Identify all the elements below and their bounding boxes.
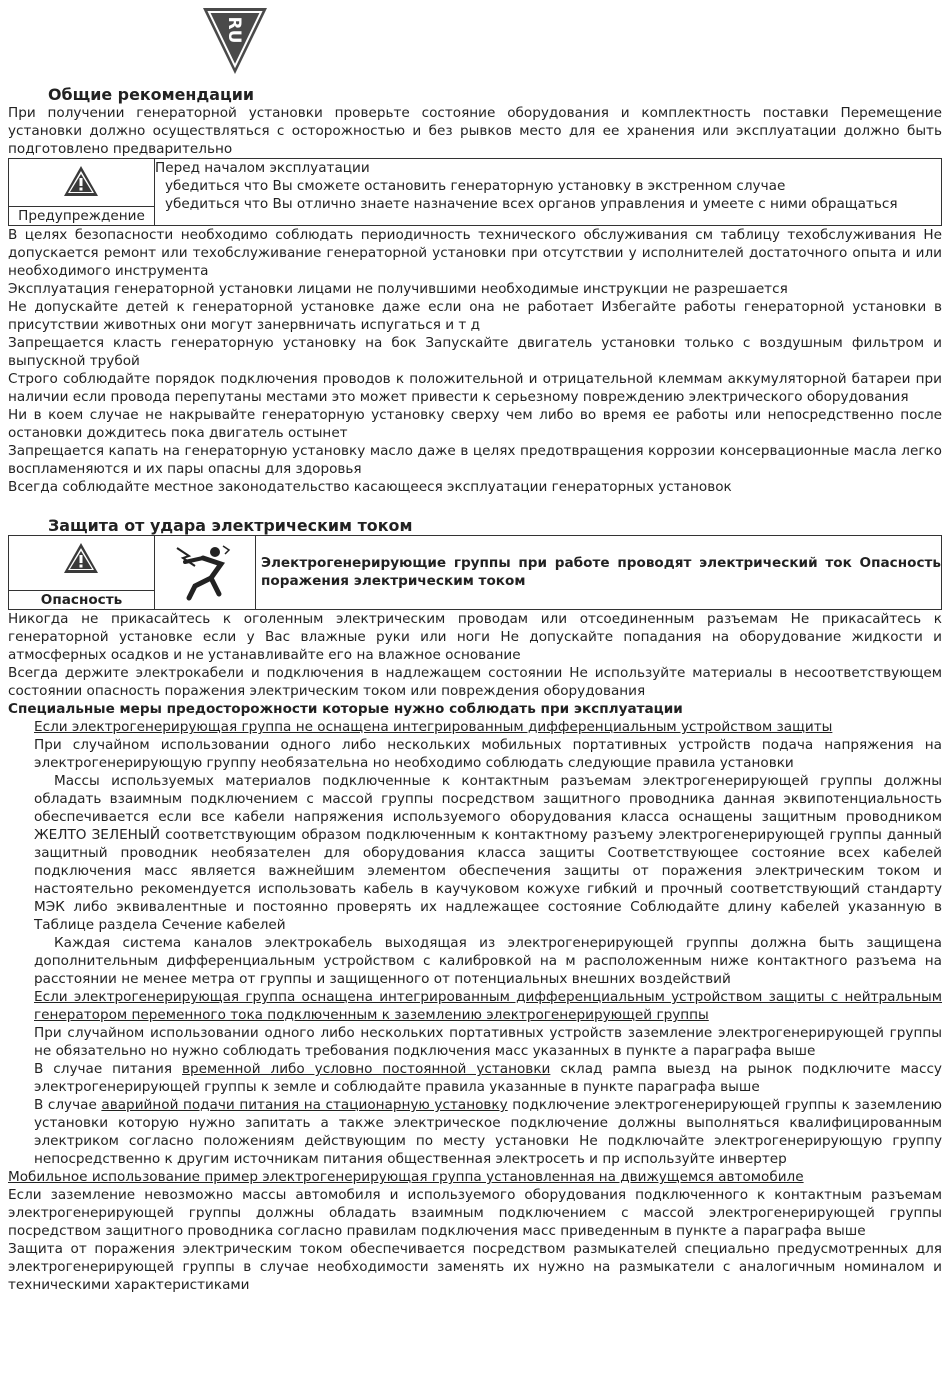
electric-paragraph-7 [8,1060,942,1096]
general-paragraph-3: Не допускайте детей к генераторной установке даже если она не работает Избегайте работы генераторной установки в присутствии животных они могут занервничать испугаться и т д [8,299,942,333]
shock-icon-cell [155,536,256,610]
electric-shock-icon [155,536,255,604]
electric-paragraph-8 [8,1096,942,1168]
general-paragraph-4: Запрещается класть генераторную установку на бок Запускайте двигатель установки только с воздушным фильтром и выпускной трубой [8,335,942,369]
special-measures-title: Специальные меры предосторожности которые нужно соблюдать при эксплуатации [8,701,683,717]
electric-paragraph-5: Каждая система каналов электрокабель выходящая из электрогенерирующей группы должна быть защищена дополнительным дифференциальным устройством с калибровкой на м расположенным ниже контактного разъема на расстоянии не менее метра от группы и защищенного от потенциальных внешних воздействий [34,935,942,987]
electric-paragraph-4: Массы используемых материалов подключенные к контактным разъемам электрогенерирующей группы должны обладать взаимным подключением с массой группы посредством защитного проводника данная эквипотенциальность обеспечивается если все кабели напряжения используемого оборудования класса оснащены защитным проводником ЖЕЛТО ЗЕЛЕНЫЙ соответствующим образом подключенным к контактному разъему электрогенерирующей группы данный защитный проводник необязателен для оборудования класса защиты Соответствующее состояние всех кабелей подключения масс является важнейшим элементом обеспечения защиты от поражения электрическим током и настоятельно рекомендуется использовать кабель в каучуковом кожухе гибкий и прочный соответствующий стандарту МЭК либо эквивалентные и постоянно проверять их надлежащее состояние Соблюдайте длину кабелей указанную в Таблице раздела Сечение кабелей [34,773,942,933]
subheading-with-differential: Если электрогенерирующая группа оснащена интегрированным дифференциальным устройством защиты с нейтральным генератором переменного тока подключенным к заземлению электрогенерирующей группы [34,989,942,1023]
danger-box [8,535,942,610]
electric-paragraph-9: Если заземление невозможно массы автомобиля и используемого оборудования подключенного к контактным разъемам электрогенерирующей группы должны обладать взаимным подключением с массой электрогенерирующей группы посредством защитного проводника согласно правилам подключения масс приведенным в пункте а параграфа выше [8,1187,942,1239]
danger-icon-cell [9,536,155,610]
flag-label: RU [224,16,244,44]
danger-text-cell [256,536,942,610]
general-paragraph-7: Запрещается капать на генераторную установку масло даже в целях предотвращения коррозии консервационные масла легко воспламеняются и их пары опасны для здоровья [8,443,942,477]
danger-label: Опасность [9,590,154,609]
electric-paragraph-2: Всегда держите электрокабели и подключения в надлежащем состоянии Не используйте материалы в несоответствующем состоянии опасность поражения электрическим током или повреждения оборудования [8,665,942,699]
p8-pre: В случае [34,1097,97,1113]
warning-line-3: убедиться что Вы отлично знаете назначение всех органов управления и умеете с ними обращаться [165,196,898,212]
warning-line-1: Перед началом эксплуатации [155,160,370,176]
page-body [8,0,942,1294]
general-paragraph-5: Строго соблюдайте порядок подключения проводов к положительной и отрицательной клеммам аккумуляторной батареи при наличии если провода перепутаны местами это может привести к серьезному повреждению электрического оборудования [8,371,942,405]
warning-text-cell [155,159,942,226]
subheading-mobile-use: Мобильное использование пример электрогенерирующая группа установленная на движущемся автомобиле [8,1169,804,1185]
warning-line-2: убедиться что Вы сможете остановить генераторную установку в экстренном случае [165,178,786,194]
section-title-electric: Защита от удара электрическим током [48,516,413,535]
warning-icon-cell [9,159,155,226]
general-intro: При получении генераторной установки проверьте состояние оборудования и комплектность поставки Перемещение установки должно осуществляться с осторожностью и без рывков место для ее хранения или эксплуатации должно быть подготовлено предварительно [8,105,942,157]
general-paragraph-2: Эксплуатация генераторной установки лицами не получившими необходимые инструкции не разрешается [8,281,788,297]
p8-post: подключение электрогенерирующей группы к заземлению установки которую нужно запитать а также электрическое подключение должны выполняться квалифицированным электриком согласно положениям действующим по месту установки Не подключайте электрогенерирующую группу непосредственно к другим источникам питания общественная электросеть и пр используйте инвертер [34,1097,942,1167]
warning-triangle-icon [63,542,99,574]
general-paragraph-6: Ни в коем случае не накрывайте генераторную установку сверху чем либо во время ее работы или непосредственно после остановки дождитесь пока двигатель остынет [8,407,942,441]
warning-box [8,158,942,226]
p7-post: склад рампа выезд на рынок подключите массу электрогенерирующей группы к земле и соблюдайте правила указанные в пункте параграфа выше [34,1061,942,1095]
general-paragraph-8: Всегда соблюдайте местное законодательство касающееся эксплуатации генераторных установок [8,479,732,495]
electric-paragraph-6: При случайном использовании одного либо нескольких портативных устройств заземление электрогенерирующей группы не обязательно но нужно соблюдать требования подключения масс указанных в пункте а параграфа выше [34,1025,942,1059]
electric-paragraph-10: Защита от поражения электрическим током обеспечивается посредством размыкателей специально предусмотренных для электрогенерирующей группы в случае необходимости заменять их нужно на размыкатели с аналогичным номиналом и техническими характеристиками [8,1241,942,1293]
general-paragraph-1: В целях безопасности необходимо соблюдать периодичность технического обслуживания см таблицу техобслуживания Не допускается ремонт или техобслуживание генераторной установки при отсутствии у исполнителей достаточного опыта и или необходимого инструмента [8,227,942,279]
p7-underlined: временной либо условно постоянной установки [182,1061,551,1077]
warning-triangle-icon [63,165,99,197]
section-title-general: Общие рекомендации [48,85,255,104]
p7-pre: В случае питания [34,1061,173,1077]
electric-paragraph-3: При случайном использовании одного либо нескольких мобильных портативных устройств подача напряжения на электрогенерирующую группу необязательна но необходимо соблюдать следующие правила установки [34,737,942,771]
warning-label: Предупреждение [9,206,154,225]
p8-underlined: аварийной подачи питания на стационарную установку [101,1097,508,1113]
subheading-no-differential: Если электрогенерирующая группа не оснащена интегрированным дифференциальным устройством защиты [34,719,833,735]
danger-text: Электрогенерирующие группы при работе проводят электрический ток Опасность поражения электрическим током [261,555,941,589]
electric-paragraph-1: Никогда не прикасайтесь к оголенным электрическим проводам или отсоединенным разъемам Не прикасайтесь к генераторной установке если у Вас влажные руки или ноги Не допускайте попадания на оборудование жидкости и атмосферных осадков и не устанавливайте его на влажное основание [8,611,942,663]
